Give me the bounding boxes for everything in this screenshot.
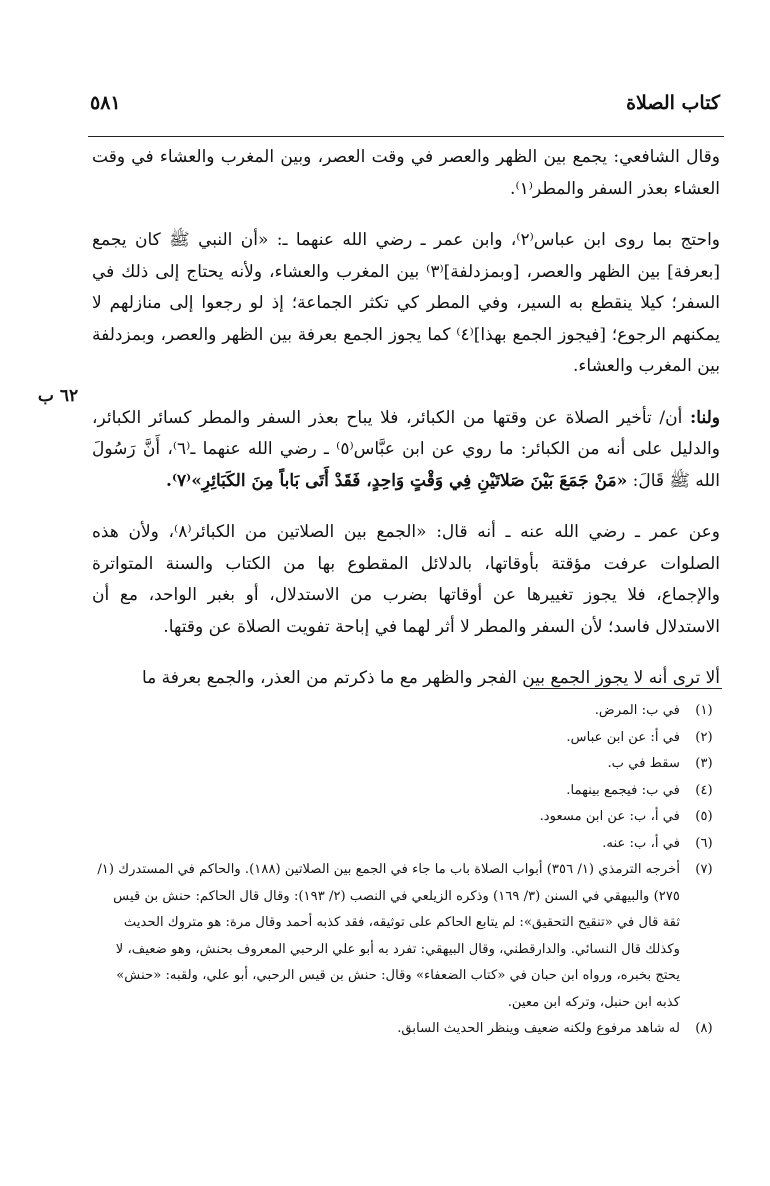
paragraph-text: واحتج بما روى ابن عباس⁽٢⁾، وابن عمر ـ رضي الله عنهما ـ: «أن النبي ﷺ كان يجمع [بعرفة] بين الظهر والعصر، [وبمزدلفة]⁽٣⁾ بين المغرب والعشاء، ولأنه يحتاج إلى ذلك في السفر؛ كيلا ينقطع به السير، وفي المطر كي تكثر الجماعة؛ إذ لو رجعوا إلى منازلهم لا يمكنهم الرجوع؛ [فيجوز الجمع بهذا]⁽٤⁾ كما يجوز الجمع بعرفة بين الظهر والعصر، وبمزدلفة بين المغرب والعشاء. xyxy=(92,230,721,376)
footnote xyxy=(92,751,720,778)
paragraph-text: وقال الشافعي: يجمع بين الظهر والعصر في وقت العصر، وبين المغرب والعشاء في وقت العشاء بعذر السفر والمطر⁽١⁾. xyxy=(92,147,720,199)
footnote-text: له شاهد مرفوع ولكنه ضعيف وينظر الحديث السابق. xyxy=(397,1021,680,1036)
footnote-number: (١) xyxy=(695,703,713,718)
footnote xyxy=(92,831,720,858)
footnote xyxy=(92,804,720,831)
footnote xyxy=(92,857,720,1016)
footnote-number: (٦) xyxy=(695,835,713,851)
footnotes xyxy=(92,698,720,1043)
footnote-number: (٨) xyxy=(695,1021,713,1036)
footnote-number: (٢) xyxy=(695,729,713,745)
footnote-text: في ب: المرض. xyxy=(594,703,680,718)
manuscript-folio-marker: ٦٢ ب xyxy=(37,386,79,406)
footnote-number: (٧) xyxy=(695,862,713,877)
footnote xyxy=(92,698,720,725)
footnote-divider xyxy=(530,688,722,689)
footnote-text: في أ، ب: عن ابن مسعود. xyxy=(539,809,680,824)
footnote-text: في أ، ب: عنه. xyxy=(602,835,680,851)
paragraph-lead: ولنا: xyxy=(690,407,720,428)
footnote xyxy=(92,725,720,752)
header-divider xyxy=(88,136,724,137)
footnote-number: (٣) xyxy=(695,756,713,771)
paragraph xyxy=(92,663,720,695)
paragraph xyxy=(92,225,720,383)
paragraph-text: وعن عمر ـ رضي الله عنه ـ أنه قال: «الجمع بين الصلاتين من الكبائر⁽٨⁾، ولأن هذه الصلوات عرفت مؤقتة بأوقاتها، بالدلائل المقطوع بها من الكتاب والسنة المتواترة والإجماع، فلا يجوز تغييرها عن أوقاتها بضرب من الاستدلال، أو بغبر الواحد، مع أن الاستدلال فاسد؛ لأن السفر والمطر لا أثر لهما في إباحة تفويت الصلاة عن وقتها. xyxy=(92,522,721,637)
paragraph-text: أن/ تأخير الصلاة عن وقتها من الكبائر، فلا يباح بعذر السفر والمطر كسائر الكبائر، والدليل على أنه من الكبائر: ما روي عن ابن عبَّاس⁽٥⁾ ـ رضي الله عنهما ـ⁽٦⁾، أَنَّ رَسُولَ الله ﷺ قَالَ: xyxy=(92,407,720,491)
footnote-text: في أ: عن ابن عباس. xyxy=(566,729,680,745)
paragraph-text: ألا ترى أنه لا يجوز الجمع بين الفجر والظهر مع ما ذكرتم من العذر، والجمع بعرفة ما xyxy=(141,668,720,688)
hadith-quote: «مَنْ جَمَعَ بَيْنَ صَلاتَيْنِ فِي وَقْتٍ وَاحِدٍ، فَقَدْ أَتَى بَاباً مِنَ الكَبَائِرِ»⁽٧⁾. xyxy=(166,470,628,491)
footnote-text: أخرجه الترمذي (١/ ٣٥٦) أبواب الصلاة باب ما جاء في الجمع بين الصلاتين (١٨٨). والحاكم في المستدرك (١/ ٢٧٥) والبيهقي في السنن (٣/ ١٦٩) وذكره الزيلعي في النصب (٢/ ١٩٣): وقال قال الحاكم: حنش بن قيس ثقة قال في «تنقيح التحقيق»: لم يتابع الحاكم على توثيقه، فقد كذبه أحمد وقال مرة: هو متروك الحديث وكذلك قال النسائي. والدارقطني، وقال البيهقي: تفرد به أبو علي الرحبي المعروف بحنش، وهو ضعيف، لا يحتج بخبره، ورواه ابن حبان في «كتاب الضعفاء» وقال: حنش بن قيس الرحبي، أبو علي، ولقبه: «حنش» كذبه ابن حنبل، وتركه ابن معين. xyxy=(97,862,680,1010)
paragraph xyxy=(92,403,720,498)
paragraph xyxy=(92,142,720,205)
main-text xyxy=(92,142,720,695)
footnote-text: في ب: فيجمع بينهما. xyxy=(566,782,680,798)
footnote xyxy=(92,1016,720,1043)
page-header xyxy=(90,92,720,132)
footnote-text: سقط في ب. xyxy=(607,756,680,771)
chapter-title: كتاب الصلاة xyxy=(626,92,720,114)
footnote-number: (٥) xyxy=(695,809,713,824)
page-number: ٥٨١ xyxy=(90,92,121,114)
footnote xyxy=(92,778,720,805)
footnote-number: (٤) xyxy=(695,782,713,798)
paragraph xyxy=(92,517,720,643)
